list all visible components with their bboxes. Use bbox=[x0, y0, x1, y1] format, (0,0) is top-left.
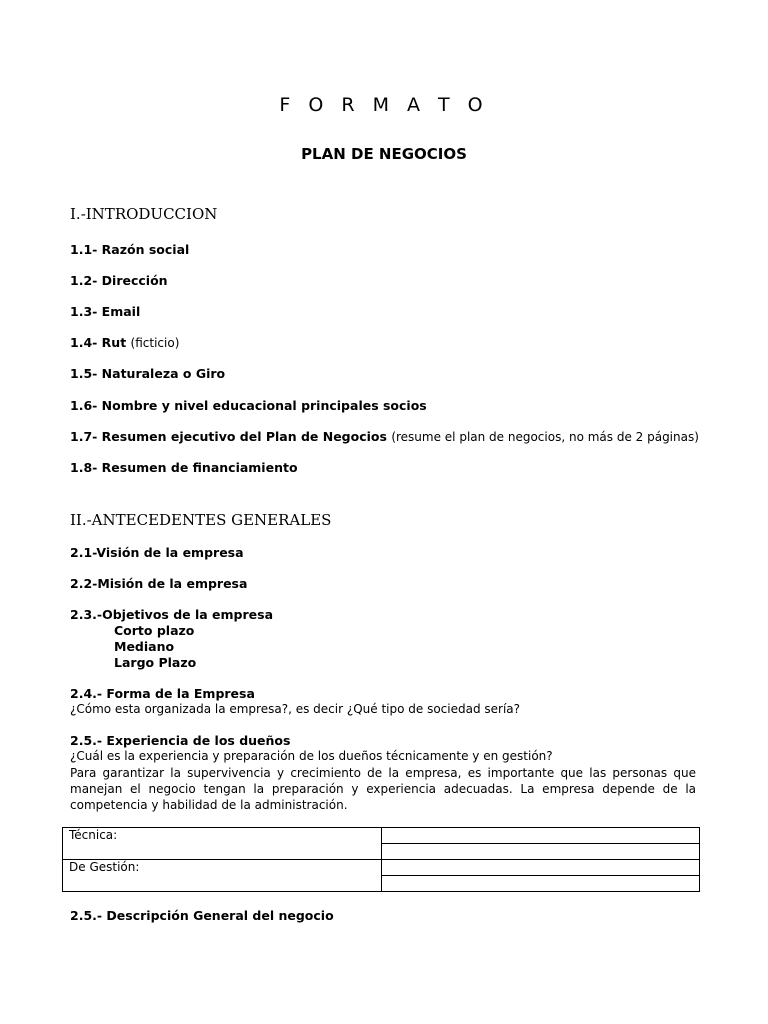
table-input-cell[interactable] bbox=[382, 876, 700, 892]
table-label-tecnica: Técnica: bbox=[63, 828, 382, 860]
forma-empresa-label: 2.4.- Forma de la Empresa bbox=[70, 686, 255, 701]
table-input-cell[interactable] bbox=[382, 860, 700, 876]
intro-item-label: 1.7- Resumen ejecutivo del Plan de Negocios bbox=[70, 429, 387, 444]
intro-item-note: (resume el plan de negocios, no más de 2 páginas) bbox=[391, 430, 699, 444]
intro-item bbox=[70, 273, 168, 288]
experiencia-question: ¿Cuál es la experiencia y preparación de los dueños técnicamente y en gestión? bbox=[70, 749, 553, 763]
objetivo-item: Corto plazo bbox=[114, 623, 195, 638]
intro-item-label: 1.2- Dirección bbox=[70, 273, 168, 288]
intro-item-label: 1.6- Nombre y nivel educacional principales socios bbox=[70, 398, 427, 413]
objetivos-label: 2.3.-Objetivos de la empresa bbox=[70, 607, 274, 622]
intro-item bbox=[70, 398, 427, 413]
intro-item-label: 1.5- Naturaleza o Giro bbox=[70, 366, 226, 381]
table-row bbox=[63, 828, 700, 844]
intro-item bbox=[70, 429, 699, 444]
intro-item bbox=[70, 335, 179, 350]
mision-label: 2.2-Misión de la empresa bbox=[70, 576, 248, 591]
descripcion-negocio-label: 2.5.- Descripción General del negocio bbox=[70, 908, 334, 923]
intro-item-note: (ficticio) bbox=[130, 336, 180, 350]
table-input-cell[interactable] bbox=[382, 844, 700, 860]
experiencia-paragraph: Para garantizar la supervivencia y crecimiento de la empresa, es importante que las personas que manejan el negocio tengan la preparación y experiencia adecuadas. La empresa depende de la competencia y habilidad de la administración. bbox=[70, 766, 696, 812]
document-subtitle: PLAN DE NEGOCIOS bbox=[301, 145, 467, 163]
table-label-gestion: De Gestión: bbox=[63, 860, 382, 892]
vision-label: 2.1-Visión de la empresa bbox=[70, 545, 244, 560]
intro-item-label: 1.3- Email bbox=[70, 304, 141, 319]
intro-item bbox=[70, 242, 189, 257]
forma-empresa-question: ¿Cómo esta organizada la empresa?, es decir ¿Qué tipo de sociedad sería? bbox=[70, 702, 521, 716]
intro-item-label: 1.8- Resumen de financiamiento bbox=[70, 460, 298, 475]
objetivo-item: Largo Plazo bbox=[114, 655, 197, 670]
objetivo-item: Mediano bbox=[114, 639, 175, 654]
table-input-cell[interactable] bbox=[382, 828, 700, 844]
section-heading-antecedentes: II.-ANTECEDENTES GENERALES bbox=[70, 511, 332, 529]
experiencia-label: 2.5.- Experiencia de los dueños bbox=[70, 733, 291, 748]
intro-item-label: 1.1- Razón social bbox=[70, 242, 190, 257]
intro-item bbox=[70, 304, 140, 319]
intro-item-label: 1.4- Rut bbox=[70, 335, 127, 350]
intro-item bbox=[70, 366, 225, 381]
table-row bbox=[63, 860, 700, 876]
intro-item bbox=[70, 460, 298, 475]
section-heading-introduccion: I.-INTRODUCCION bbox=[70, 205, 218, 223]
document-title: F O R M A T O bbox=[279, 94, 489, 116]
experiencia-table bbox=[62, 827, 700, 892]
